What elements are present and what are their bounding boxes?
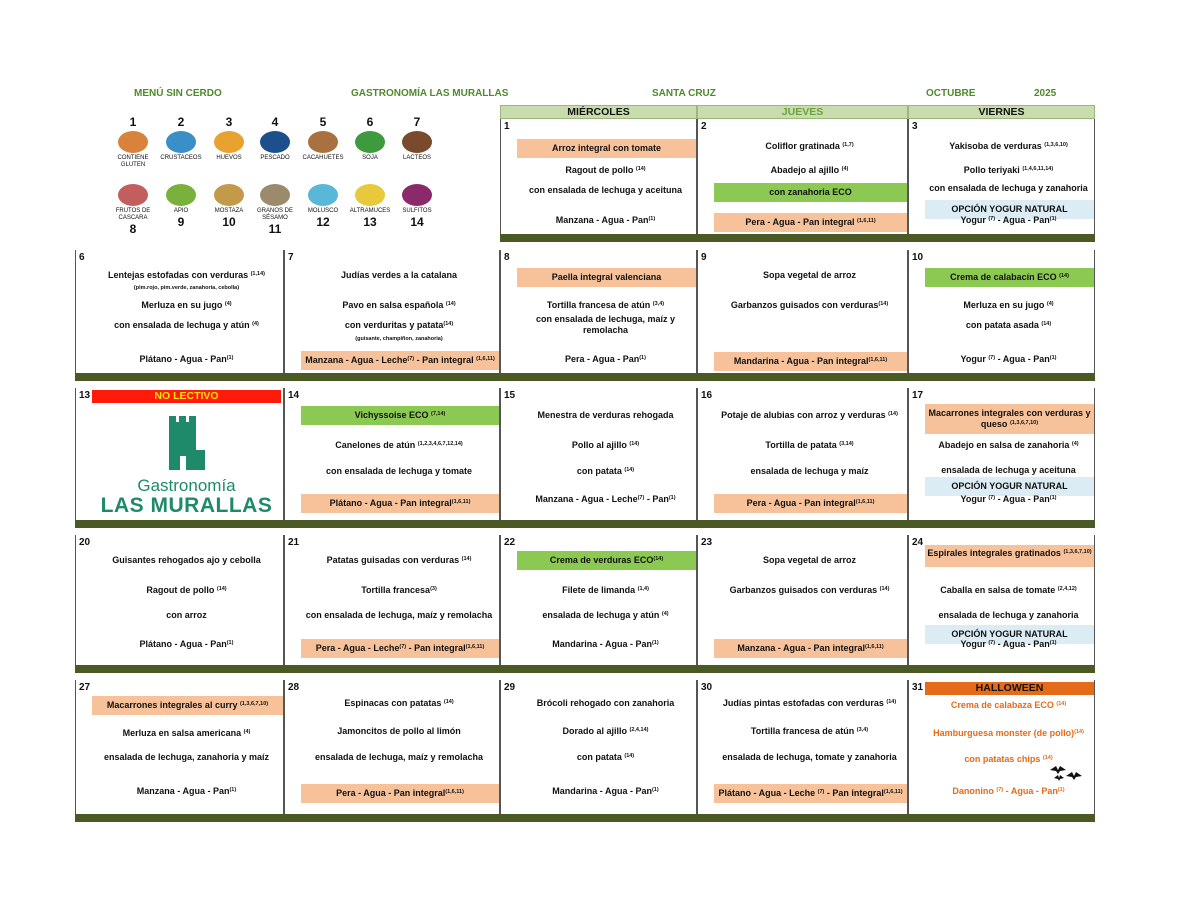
day-cell-8 bbox=[500, 250, 697, 381]
allergen-number: 10 bbox=[222, 215, 236, 229]
day-cell-31 bbox=[908, 680, 1095, 822]
allergen-11 bbox=[250, 182, 300, 236]
day-number: 31 bbox=[912, 682, 924, 693]
dish-line: Garbanzos guisados con verduras$^{(14)}$ bbox=[730, 300, 889, 310]
dish-line: Tortilla francesa de atún $^{(3,4)}$ bbox=[546, 300, 665, 310]
allergen-label: ALTRAMUCES bbox=[349, 208, 391, 214]
dish-line: Lentejas estofadas con verduras $^{(1,14)}$ bbox=[108, 270, 265, 280]
allergen-12 bbox=[298, 182, 348, 229]
dish-line: Hamburguesa monster (de pollo)$^{(14)}$ bbox=[933, 728, 1084, 738]
peanut-icon bbox=[308, 131, 338, 153]
dish-line: Plátano - Agua - Pan$^{(1)}$ bbox=[139, 354, 234, 364]
dish-line: Canelones de atún $^{(1,2,3,4,6,7,12,14)}$ bbox=[335, 440, 463, 450]
day-cell-30 bbox=[697, 680, 908, 822]
day-number: 22 bbox=[504, 537, 516, 548]
dish-line: OPCIÓN YOGUR NATURAL bbox=[925, 625, 1094, 644]
dish-line: Coliflor gratinada $^{(1,7)}$ bbox=[765, 141, 854, 151]
dish-line: Pera - Agua - Pan integral$^{(1,6,11)}$ bbox=[714, 494, 907, 513]
allergen-8 bbox=[108, 182, 158, 236]
allergen-number: 9 bbox=[177, 215, 185, 229]
allergen-label: CACAHUETES bbox=[302, 155, 344, 161]
dish-line: con patata $^{(14)}$ bbox=[576, 466, 635, 476]
dish-line: ensalada de lechuga, tomate y zanahoria bbox=[722, 752, 897, 762]
sesame-icon bbox=[260, 184, 290, 206]
no-lectivo-banner: NO LECTIVO bbox=[92, 390, 281, 403]
day-number: 8 bbox=[504, 252, 510, 263]
day-number: 15 bbox=[504, 390, 516, 401]
cell-divider bbox=[500, 814, 697, 822]
day-cell-21 bbox=[284, 535, 500, 673]
cell-divider bbox=[697, 520, 908, 528]
cell-divider bbox=[500, 234, 697, 242]
dish-line: Merluza en salsa americana $^{(4)}$ bbox=[122, 728, 251, 738]
dish-line: con ensalada de lechuga y zanahoria bbox=[929, 183, 1088, 193]
dish-line: Macarrones integrales con verduras y queso $^{(1,3,6,7,10)}$ bbox=[925, 404, 1094, 434]
mustard-icon bbox=[214, 184, 244, 206]
dish-line: Pollo teriyaki $^{(1,4,6,11,14)}$ bbox=[963, 165, 1054, 175]
company-name: GASTRONOMÍA LAS MURALLAS bbox=[351, 88, 509, 99]
lupin-icon bbox=[355, 184, 385, 206]
dish-line: Mandarina - Agua - Pan integral$^{(1,6,11)}$ bbox=[714, 352, 907, 371]
dish-line: Caballa en salsa de tomate $^{(2,4,12)}$ bbox=[940, 585, 1077, 595]
month-label: OCTUBRE bbox=[926, 88, 976, 99]
dish-line: Merluza en su jugo $^{(4)}$ bbox=[141, 300, 232, 310]
dish-line: Yogur $^{(7)}$ - Agua - Pan$^{(1)}$ bbox=[960, 639, 1057, 649]
allergen-9 bbox=[156, 182, 206, 229]
dish-line: Manzana - Agua - Pan$^{(1)}$ bbox=[555, 215, 656, 225]
allergen-number: 7 bbox=[413, 115, 421, 129]
allergen-number: 1 bbox=[129, 115, 137, 129]
dish-line: Dorado al ajillo $^{(2,4,14)}$ bbox=[562, 726, 649, 736]
dish-line: Espinacas con patatas $^{(14)}$ bbox=[344, 698, 454, 708]
day-number: 20 bbox=[79, 537, 91, 548]
weekday-wednesday: MIÉRCOLES bbox=[500, 105, 697, 119]
dish-line: Manzana - Agua - Leche$^{(7)}$ - Pan integral $^{(1,6,11)}$ bbox=[301, 351, 499, 370]
day-cell-29 bbox=[500, 680, 697, 822]
cell-divider bbox=[75, 814, 284, 822]
day-cell-16 bbox=[697, 388, 908, 528]
dish-line: Yogur $^{(7)}$ - Agua - Pan$^{(1)}$ bbox=[960, 494, 1057, 504]
cell-divider bbox=[500, 520, 697, 528]
dish-line: ensalada de lechuga y zanahoria bbox=[938, 610, 1079, 620]
dish-line: Paella integral valenciana bbox=[517, 268, 696, 287]
day-cell-24 bbox=[908, 535, 1095, 673]
allergen-14 bbox=[392, 182, 442, 229]
day-number: 16 bbox=[701, 390, 713, 401]
allergen-2 bbox=[156, 115, 206, 162]
dish-line: Judías verdes a la catalana bbox=[340, 270, 458, 280]
dish-line: con ensalada de lechuga y atún $^{(4)}$ bbox=[114, 320, 259, 330]
dish-line: ensalada de lechuga y atún $^{(4)}$ bbox=[542, 610, 669, 620]
cell-divider bbox=[697, 814, 908, 822]
allergen-13 bbox=[345, 182, 395, 229]
dish-line: OPCIÓN YOGUR NATURAL bbox=[925, 200, 1094, 219]
day-cell-20 bbox=[75, 535, 284, 673]
allergen-label: APIO bbox=[173, 208, 189, 214]
cell-divider bbox=[908, 665, 1095, 673]
dish-line: Ragout de pollo $^{(14)}$ bbox=[146, 585, 227, 595]
dish-line: Judías pintas estofadas con verduras $^{(14)}$ bbox=[722, 698, 897, 708]
allergen-label: GRANOS DE SÉSAMO bbox=[256, 208, 293, 221]
cell-divider bbox=[500, 665, 697, 673]
day-number: 3 bbox=[912, 121, 918, 132]
dish-line: Manzana - Agua - Pan$^{(1)}$ bbox=[136, 786, 237, 796]
company-logo bbox=[92, 416, 281, 517]
dish-line: Merluza en su jugo $^{(4)}$ bbox=[963, 300, 1054, 310]
day-number: 9 bbox=[701, 252, 707, 263]
dish-line: Manzana - Agua - Pan integral$^{(1,6,11)}$ bbox=[714, 639, 907, 658]
allergen-number: 13 bbox=[363, 215, 377, 229]
day-number: 30 bbox=[701, 682, 713, 693]
allergen-number: 5 bbox=[319, 115, 327, 129]
sulphite-icon bbox=[402, 184, 432, 206]
dish-line: Pera - Agua - Leche$^{(7)}$ - Pan integral$^{(1,6,11)}$ bbox=[301, 639, 499, 658]
dish-line: Tortilla francesa de atún $^{(3,4)}$ bbox=[750, 726, 869, 736]
day-number: 23 bbox=[701, 537, 713, 548]
dish-line: con verduritas y patata$^{(14)}$ bbox=[344, 320, 454, 330]
dish-line: Macarrones integrales al curry $^{(1,3,6,7,10)}$ bbox=[92, 696, 283, 715]
allergen-5 bbox=[298, 115, 348, 162]
allergen-7 bbox=[392, 115, 442, 162]
allergen-number: 14 bbox=[410, 215, 424, 229]
dish-line: Pavo en salsa española $^{(14)}$ bbox=[342, 300, 456, 310]
day-cell-3 bbox=[908, 119, 1095, 242]
allergen-label: LACTEOS bbox=[402, 155, 431, 161]
day-number: 21 bbox=[288, 537, 300, 548]
day-number: 6 bbox=[79, 252, 85, 263]
dish-line: Sopa vegetal de arroz bbox=[762, 555, 857, 565]
allergen-number: 11 bbox=[268, 222, 282, 236]
dish-line: Garbanzos guisados con verduras $^{(14)}$ bbox=[729, 585, 890, 595]
day-cell-14 bbox=[284, 388, 500, 528]
cell-divider bbox=[908, 814, 1095, 822]
dish-line: Abadejo al ajillo $^{(4)}$ bbox=[770, 165, 849, 175]
dish-line: con arroz bbox=[166, 610, 207, 620]
day-number: 7 bbox=[288, 252, 294, 263]
allergen-label: CONTIENE GLUTEN bbox=[117, 155, 149, 168]
allergen-number: 8 bbox=[129, 222, 137, 236]
allergen-label: SOJA bbox=[362, 155, 378, 161]
allergen-label: PESCADO bbox=[260, 155, 290, 161]
cell-divider bbox=[697, 234, 908, 242]
dish-line: (guisante, champiñon, zanahoria) bbox=[355, 336, 443, 342]
menu-title: MENÚ SIN CERDO bbox=[134, 88, 222, 99]
dish-line: Filete de limanda $^{(1,4)}$ bbox=[562, 585, 649, 595]
weekday-friday: VIERNES bbox=[908, 105, 1095, 119]
allergen-1 bbox=[108, 115, 158, 169]
dish-line: Pera - Agua - Pan integral $^{(1,6,11)}$ bbox=[714, 213, 907, 232]
allergen-number: 4 bbox=[271, 115, 279, 129]
allergen-10 bbox=[204, 182, 254, 229]
dish-line: Pollo al ajillo $^{(14)}$ bbox=[571, 440, 640, 450]
day-cell-7 bbox=[284, 250, 500, 381]
dish-line: Tortilla francesa$^{(3)}$ bbox=[361, 585, 437, 595]
cell-divider bbox=[908, 234, 1095, 242]
dish-line: con zanahoria ECO bbox=[714, 183, 907, 202]
allergen-label: MOSTAZA bbox=[214, 208, 244, 214]
dish-line: Vichyssoise ECO $^{(7,14)}$ bbox=[301, 406, 499, 425]
cell-divider bbox=[908, 373, 1095, 381]
cell-divider bbox=[75, 373, 284, 381]
logo-line1: Gastronomía bbox=[137, 476, 236, 495]
cell-divider bbox=[697, 373, 908, 381]
dish-line: Crema de verduras ECO$^{(14)}$ bbox=[517, 551, 696, 570]
dish-line: con patata asada $^{(14)}$ bbox=[965, 320, 1052, 330]
dish-line: Plátano - Agua - Pan integral$^{(1,6,11)}$ bbox=[301, 494, 499, 513]
dish-line: Manzana - Agua - Leche$^{(7)}$ - Pan$^{(1)}$ bbox=[535, 494, 676, 504]
year-label: 2025 bbox=[1034, 88, 1057, 99]
dish-line: Crema de calabacín ECO $^{(14)}$ bbox=[925, 268, 1094, 287]
day-number: 2 bbox=[701, 121, 707, 132]
dish-line: Danonino $^{(7)}$ - Agua - Pan$^{(1)}$ bbox=[952, 786, 1065, 796]
dish-line: Jamoncitos de pollo al limón bbox=[337, 726, 461, 736]
dish-line: Arroz integral con tomate bbox=[517, 139, 696, 158]
school-name: SANTA CRUZ bbox=[652, 88, 716, 99]
dish-line: Espirales integrales gratinados $^{(1,3,6,7,10)}$ bbox=[925, 545, 1094, 567]
allergen-number: 3 bbox=[225, 115, 233, 129]
dish-line: Abadejo en salsa de zanahoria $^{(4)}$ bbox=[938, 440, 1079, 450]
dish-line: Patatas guisadas con verduras $^{(14)}$ bbox=[326, 555, 472, 565]
dish-line: con ensalada de lechuga, maíz y remolacha bbox=[535, 314, 676, 335]
day-cell-23 bbox=[697, 535, 908, 673]
allergen-label: HUEVOS bbox=[216, 155, 242, 161]
cell-divider bbox=[500, 373, 697, 381]
allergen-3 bbox=[204, 115, 254, 162]
dish-line: con ensalada de lechuga y aceituna bbox=[528, 185, 683, 195]
day-cell-6 bbox=[75, 250, 284, 381]
fish-icon bbox=[260, 131, 290, 153]
day-cell-9 bbox=[697, 250, 908, 381]
cell-divider bbox=[284, 520, 500, 528]
day-cell-22 bbox=[500, 535, 697, 673]
cell-divider bbox=[697, 665, 908, 673]
dish-line: (pim.rojo, pim.verde, zanahoria, cebolla) bbox=[133, 285, 240, 291]
dish-line: Plátano - Agua - Pan$^{(1)}$ bbox=[139, 639, 234, 649]
allergen-label: MOLUSCO bbox=[307, 208, 339, 214]
dish-line: Guisantes rehogados ajo y cebolla bbox=[112, 555, 261, 565]
dish-line: con ensalada de lechuga, maíz y remolacha bbox=[305, 610, 493, 620]
day-number: 13 bbox=[79, 390, 91, 401]
allergen-label: SULFITOS bbox=[402, 208, 432, 214]
dish-line: Brócoli rehogado con zanahoria bbox=[536, 698, 675, 708]
day-cell-28 bbox=[284, 680, 500, 822]
milk-icon bbox=[402, 131, 432, 153]
dish-line: OPCIÓN YOGUR NATURAL bbox=[925, 477, 1094, 496]
allergen-6 bbox=[345, 115, 395, 162]
bats-icon bbox=[1048, 762, 1084, 789]
dish-line: Pera - Agua - Pan integral$^{(1,6,11)}$ bbox=[301, 784, 499, 803]
soy-icon bbox=[355, 131, 385, 153]
day-number: 24 bbox=[912, 537, 924, 548]
allergen-number: 12 bbox=[316, 215, 330, 229]
dish-line: con patata $^{(14)}$ bbox=[576, 752, 635, 762]
cell-divider bbox=[75, 520, 284, 528]
day-number: 17 bbox=[912, 390, 924, 401]
dish-line: con ensalada de lechuga y tomate bbox=[325, 466, 473, 476]
day-number: 28 bbox=[288, 682, 300, 693]
dish-line: Yogur $^{(7)}$ - Agua - Pan$^{(1)}$ bbox=[960, 215, 1057, 225]
dish-line: Menestra de verduras rehogada bbox=[537, 410, 674, 420]
allergen-number: 2 bbox=[177, 115, 185, 129]
allergen-label: FRUTOS DE CASCARA bbox=[115, 208, 151, 221]
shell-icon bbox=[308, 184, 338, 206]
dish-line: con patatas chips $^{(14)}$ bbox=[964, 754, 1053, 764]
day-number: 29 bbox=[504, 682, 516, 693]
day-cell-1 bbox=[500, 119, 697, 242]
allergen-number: 6 bbox=[366, 115, 374, 129]
tower-icon bbox=[165, 416, 209, 470]
dish-line: Plátano - Agua - Leche $^{(7)}$ - Pan integral$^{(1,6,11)}$ bbox=[714, 784, 907, 803]
day-cell-10 bbox=[908, 250, 1095, 381]
logo-line2: LAS MURALLAS bbox=[100, 494, 273, 517]
dish-line: ensalada de lechuga, maíz y remolacha bbox=[314, 752, 484, 762]
dish-line: Tortilla de patata $^{(3,14)}$ bbox=[765, 440, 854, 450]
day-cell-2 bbox=[697, 119, 908, 242]
dish-line: Mandarina - Agua - Pan$^{(1)}$ bbox=[552, 639, 659, 649]
day-number: 14 bbox=[288, 390, 300, 401]
dish-line: Ragout de pollo $^{(14)}$ bbox=[565, 165, 646, 175]
allergen-label: CRUSTACEOS bbox=[160, 155, 202, 161]
dish-line: Yogur $^{(7)}$ - Agua - Pan$^{(1)}$ bbox=[960, 354, 1057, 364]
day-number: 27 bbox=[79, 682, 91, 693]
dish-line: ensalada de lechuga y aceituna bbox=[941, 465, 1076, 475]
day-cell-17 bbox=[908, 388, 1095, 528]
dish-line: Mandarina - Agua - Pan$^{(1)}$ bbox=[552, 786, 659, 796]
dish-line: ensalada de lechuga, zanahoria y maíz bbox=[103, 752, 270, 762]
halloween-banner: HALLOWEEN bbox=[925, 682, 1094, 695]
cell-divider bbox=[284, 814, 500, 822]
dish-line: Pera - Agua - Pan$^{(1)}$ bbox=[565, 354, 646, 364]
dish-line: Yakisoba de verduras $^{(1,3,6,10)}$ bbox=[949, 141, 1068, 151]
dish-line: Sopa vegetal de arroz bbox=[762, 270, 857, 280]
cell-divider bbox=[908, 520, 1095, 528]
cell-divider bbox=[284, 373, 500, 381]
day-number: 10 bbox=[912, 252, 924, 263]
day-cell-27 bbox=[75, 680, 284, 822]
day-cell-13 bbox=[75, 388, 284, 528]
crab-icon bbox=[166, 131, 196, 153]
egg-icon bbox=[214, 131, 244, 153]
cell-divider bbox=[284, 665, 500, 673]
dish-line: ensalada de lechuga y maíz bbox=[750, 466, 869, 476]
allergen-4 bbox=[250, 115, 300, 162]
nut-icon bbox=[118, 184, 148, 206]
dish-line: Potaje de alubias con arroz y verduras $^{(14)}$ bbox=[721, 410, 898, 420]
wheat-icon bbox=[118, 131, 148, 153]
day-number: 1 bbox=[504, 121, 510, 132]
celery-icon bbox=[166, 184, 196, 206]
cell-divider bbox=[75, 665, 284, 673]
dish-line: Crema de calabaza ECO $^{(14)}$ bbox=[950, 700, 1067, 710]
weekday-thursday: JUEVES bbox=[697, 105, 908, 119]
day-cell-15 bbox=[500, 388, 697, 528]
